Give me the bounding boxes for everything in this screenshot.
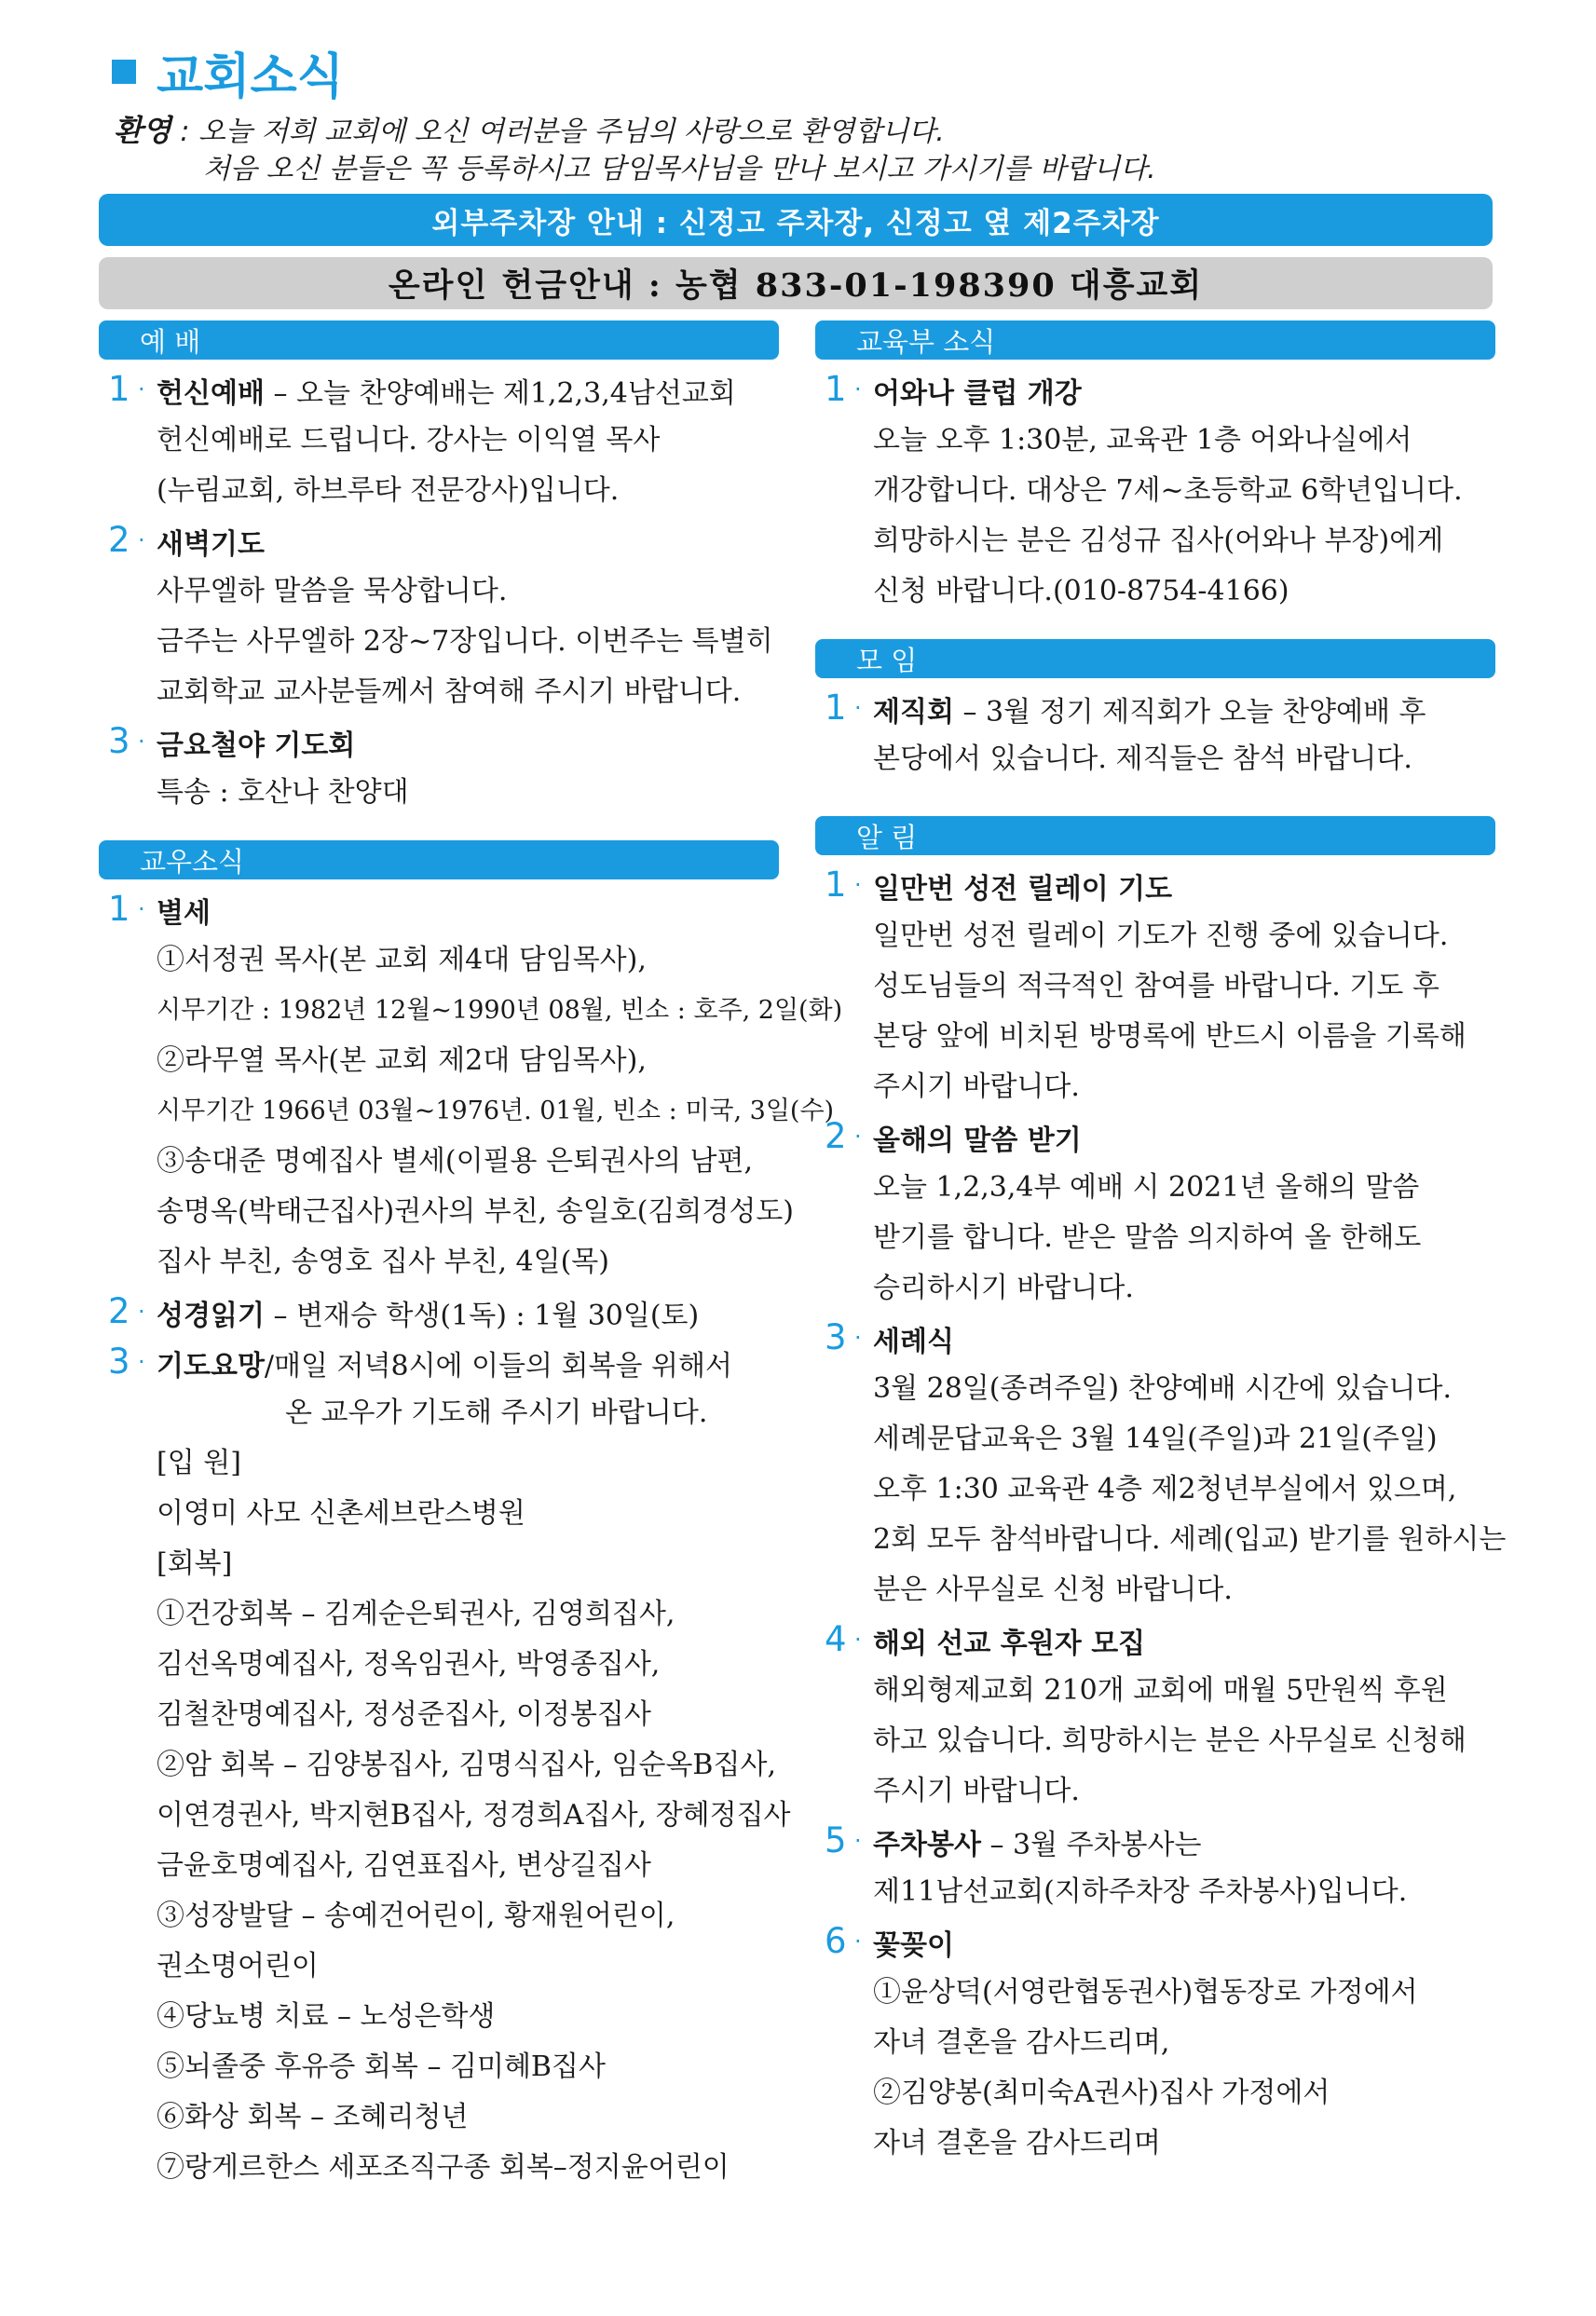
- list-item: [815, 1917, 1495, 2169]
- item-title: [157, 521, 265, 562]
- item-head: [99, 1338, 779, 1388]
- item-line: ⑤뇌졸중 후유증 회복 – 김미혜B집사: [157, 2050, 606, 2083]
- item-line: ①윤상덕(서영란협동권사)협동장로 가정에서: [873, 1976, 1418, 2009]
- members-item-2: [99, 1287, 779, 1338]
- item-number: 2: [108, 520, 130, 560]
- item-title-rest: – 변재승 학생(1독) : 1월 30일(토): [264, 1300, 700, 1332]
- offering-banner: 온라인 헌금안내 : 농협 833-01-198390 대흥교회: [99, 257, 1493, 309]
- item-head: [815, 861, 1495, 911]
- item-title: [873, 1821, 1202, 1862]
- item-number: 1: [108, 369, 130, 409]
- item-line: 성도님들의 적극적인 참여를 바랍니다. 기도 후: [873, 970, 1439, 1002]
- item-line: ①서정권 목사(본 교회 제4대 담임목사),: [157, 944, 647, 976]
- item-line-indented: 온 교우가 기도해 주시기 바랍니다.: [285, 1396, 708, 1429]
- item-line: 주시기 바랍니다.: [873, 1775, 1080, 1807]
- item-head: [815, 1817, 1495, 1867]
- item-line: 송명옥(박태근집사)권사의 부친, 송일호(김희경성도): [157, 1195, 795, 1228]
- bullet-dot-icon: ·: [854, 1928, 862, 1955]
- item-title-bold: 해외 선교 후원자 모집: [873, 1628, 1146, 1660]
- item-head: [815, 1112, 1495, 1163]
- bullet-dot-icon: ·: [854, 695, 862, 721]
- item-line: 김철찬명예집사, 정성준집사, 이정봉집사: [157, 1698, 651, 1731]
- item-title-rest: – 3월 주차봉사는: [980, 1829, 1202, 1861]
- item-line: 오늘 1,2,3,4부 예배 시 2021년 올해의 말씀: [873, 1171, 1420, 1204]
- item-line: 3월 28일(종려주일) 찬양예배 시간에 있습니다.: [873, 1372, 1453, 1405]
- item-head: [815, 365, 1495, 416]
- item-line: 받기를 합니다. 받은 말씀 의지하여 올 한해도: [873, 1221, 1422, 1254]
- list-item: [815, 861, 1495, 1112]
- bullet-dot-icon: ·: [854, 1627, 862, 1653]
- title-square-icon: [112, 60, 136, 84]
- item-line: 신청 바랍니다.(010-8754-4166): [873, 575, 1289, 607]
- list-item: [99, 516, 779, 717]
- item-head: [815, 1314, 1495, 1364]
- item-line: 2회 모두 참석바랍니다. 세례(입교) 받기를 원하시는: [873, 1523, 1507, 1556]
- item-line: 시무기간 1966년 03월~1976년. 01월, 빈소 : 미국, 3일(수): [157, 1097, 835, 1125]
- item-line: 본당에서 있습니다. 제직들은 참석 바랍니다.: [873, 742, 1412, 775]
- item-title-bold: 꽃꽂이: [873, 1929, 954, 1962]
- item-line: ②김양봉(최미숙A권사)집사 가정에서: [873, 2077, 1330, 2109]
- item-line: 사무엘하 말씀을 묵상합니다.: [157, 575, 508, 607]
- item-title-bold: 일만번 성전 릴레이 기도: [873, 873, 1173, 906]
- item-number: 1: [108, 889, 130, 929]
- item-line: 분은 사무실로 신청 바랍니다.: [873, 1574, 1233, 1606]
- list-item: [99, 365, 779, 516]
- item-title: [873, 1318, 954, 1359]
- item-title: [157, 370, 736, 411]
- item-number: 1: [825, 688, 847, 728]
- list-item: [815, 365, 1495, 617]
- bullet-dot-icon: ·: [138, 1349, 145, 1375]
- bullet-dot-icon: ·: [138, 527, 145, 553]
- item-line: 권소명어린이: [157, 1950, 319, 1982]
- item-title: [157, 1292, 699, 1333]
- item-number: 1: [825, 369, 847, 409]
- left-column: [99, 317, 843, 2193]
- item-title: [873, 688, 1426, 729]
- members-item-3: [99, 1338, 791, 2193]
- parking-banner: 외부주차장 안내 : 신정고 주차장, 신정고 옆 제2주차장: [99, 194, 1493, 246]
- item-title-bold: 별세: [157, 897, 211, 930]
- item-line: ④당뇨병 치료 – 노성은학생: [157, 2000, 496, 2033]
- item-title-bold: 제직회: [873, 696, 954, 729]
- page-title: 교회소식: [157, 48, 344, 105]
- welcome-label: 환영: [114, 113, 171, 148]
- item-number: 3: [108, 1342, 130, 1382]
- item-line: 승리하시기 바랍니다.: [873, 1272, 1134, 1304]
- item-line: 이영미 사모 신촌세브란스병원: [157, 1497, 525, 1530]
- bullet-dot-icon: ·: [138, 376, 145, 402]
- item-line: 제11남선교회(지하주차장 주차봉사)입니다.: [873, 1875, 1408, 1908]
- item-title-bold: 기도요망: [157, 1350, 265, 1383]
- welcome-line-1: [114, 107, 945, 150]
- item-line: 금주는 사무엘하 2장~7장입니다. 이번주는 특별히: [157, 625, 773, 658]
- members-item-1: [99, 885, 843, 1287]
- item-title: [873, 865, 1172, 906]
- bullet-dot-icon: ·: [854, 1325, 862, 1351]
- education-list: [815, 365, 1495, 617]
- list-item: [815, 1615, 1495, 1817]
- item-title: [873, 1922, 954, 1963]
- item-head: [815, 1615, 1495, 1666]
- item-line: 집사 부친, 송영호 집사 부친, 4일(목): [157, 1246, 609, 1278]
- item-line: 일만번 성전 릴레이 기도가 진행 중에 있습니다.: [873, 920, 1449, 952]
- item-title-bold: 올해의 말씀 받기: [873, 1124, 1082, 1157]
- item-title-rest: /매일 저녁8시에 이들의 회복을 위해서: [264, 1350, 732, 1383]
- item-line: 특송 : 호산나 찬양대: [157, 776, 409, 809]
- item-title: [873, 370, 1082, 411]
- item-line: ②암 회복 – 김양봉집사, 김명식집사, 임순옥B집사,: [157, 1749, 776, 1781]
- section-header-education: 교육부 소식: [815, 320, 1495, 360]
- bullet-dot-icon: ·: [854, 376, 862, 402]
- list-item: [815, 1314, 1507, 1615]
- item-line: 헌신예배로 드립니다. 강사는 이익열 목사: [157, 424, 661, 456]
- right-column: [815, 317, 1507, 2169]
- item-number: 3: [108, 721, 130, 761]
- item-number: 5: [825, 1820, 847, 1860]
- bullet-dot-icon: ·: [854, 1828, 862, 1854]
- worship-list: [99, 365, 779, 818]
- item-line: [회복]: [157, 1547, 233, 1580]
- item-title-bold: 새벽기도: [157, 528, 265, 561]
- members-item-3-lines: [99, 1438, 791, 2193]
- item-line: (누림교회, 하브루타 전문강사)입니다.: [157, 474, 620, 507]
- item-title-bold: 주차봉사: [873, 1829, 981, 1861]
- welcome-line-2: 처음 오신 분들은 꼭 등록하시고 담임목사님을 만나 보시고 가시기를 바랍니다.: [203, 153, 1156, 185]
- item-number: 6: [825, 1921, 847, 1961]
- item-line: 이연경권사, 박지현B집사, 정경희A집사, 장혜정집사: [157, 1799, 791, 1832]
- item-line: 자녀 결혼을 감사드리며: [873, 2127, 1161, 2159]
- item-line: 오늘 오후 1:30분, 교육관 1층 어와나실에서: [873, 424, 1412, 456]
- list-item: [815, 684, 1495, 784]
- item-number: 3: [825, 1317, 847, 1357]
- item-line: 시무기간 : 1982년 12월~1990년 08월, 빈소 : 호주, 2일(화): [157, 996, 843, 1025]
- item-line: 하고 있습니다. 희망하시는 분은 사무실로 신청해: [873, 1724, 1466, 1757]
- item-title-rest: – 3월 정기 제직회가 오늘 찬양예배 후: [953, 696, 1426, 729]
- item-line: 해외형제교회 210개 교회에 매월 5만원씩 후원: [873, 1674, 1448, 1707]
- notices-list: [815, 861, 1507, 2169]
- welcome-text-1: : 오늘 저희 교회에 오신 여러분을 주님의 사랑으로 환영합니다.: [171, 116, 945, 148]
- item-line: 개강합니다. 대상은 7세~초등학교 6학년입니다.: [873, 474, 1463, 507]
- item-line: ③성장발달 – 송예건어린이, 황재원어린이,: [157, 1900, 675, 1932]
- bullet-dot-icon: ·: [138, 896, 145, 922]
- item-number: 4: [825, 1619, 847, 1659]
- item-head: [99, 1287, 779, 1338]
- item-line: 본당 앞에 비치된 방명록에 반드시 이름을 기록해: [873, 1020, 1466, 1053]
- item-title-bold: 세례식: [873, 1326, 954, 1358]
- item-head: [99, 717, 779, 768]
- item-title-bold: 금요철야 기도회: [157, 729, 356, 762]
- item-line: [입 원]: [157, 1447, 241, 1479]
- item-line: ②라무열 목사(본 교회 제2대 담임목사),: [157, 1044, 647, 1077]
- item-line: 금윤호명예집사, 김연표집사, 변상길집사: [157, 1849, 651, 1882]
- item-line: 주시기 바랍니다.: [873, 1070, 1080, 1103]
- item-number: 1: [825, 865, 847, 905]
- bullet-dot-icon: ·: [854, 872, 862, 898]
- item-line: 자녀 결혼을 감사드리며,: [873, 2026, 1170, 2059]
- item-line: ⑦랑게르한스 세포조직구종 회복–정지윤어린이: [157, 2151, 730, 2184]
- bullet-dot-icon: ·: [138, 729, 145, 755]
- bullet-dot-icon: ·: [138, 1299, 145, 1325]
- section-header-members: 교우소식: [99, 840, 779, 879]
- item-line: 김선옥명예집사, 정옥임권사, 박영종집사,: [157, 1648, 661, 1681]
- item-title-bold: 어와나 클럽 개강: [873, 377, 1082, 410]
- item-head: [815, 1917, 1495, 1968]
- item-number: 2: [825, 1116, 847, 1156]
- title-row: [112, 39, 344, 104]
- item-title: [157, 1342, 732, 1383]
- item-line: 오후 1:30 교육관 4층 제2청년부실에서 있으며,: [873, 1473, 1457, 1505]
- item-line: 희망하시는 분은 김성규 집사(어와나 부장)에게: [873, 525, 1444, 557]
- item-title: [157, 722, 355, 763]
- bullet-dot-icon: ·: [854, 1124, 862, 1150]
- item-title: [873, 1620, 1145, 1661]
- meeting-list: [815, 684, 1495, 784]
- item-title: [873, 1117, 1082, 1158]
- item-head: [815, 684, 1495, 734]
- list-item: [99, 717, 779, 818]
- section-header-notices: 알 림: [815, 816, 1495, 855]
- item-title-bold: 성경읽기: [157, 1300, 265, 1332]
- item-line: 세례문답교육은 3월 14일(주일)과 21일(주일): [873, 1423, 1438, 1455]
- section-header-meeting: 모 임: [815, 639, 1495, 678]
- item-title: [157, 890, 211, 931]
- item-line: ③송대준 명예집사 별세(이필용 은퇴권사의 남편,: [157, 1145, 754, 1178]
- item-head: [99, 365, 779, 416]
- item-line: ①건강회복 – 김계순은퇴권사, 김영희집사,: [157, 1598, 675, 1630]
- item-head: [99, 885, 779, 935]
- item-line: ⑥화상 회복 – 조혜리청년: [157, 2101, 469, 2133]
- item-number: 2: [108, 1291, 130, 1331]
- section-header-worship: 예 배: [99, 320, 779, 360]
- list-item: [815, 1817, 1495, 1917]
- item-title-bold: 헌신예배: [157, 377, 265, 410]
- item-head: [99, 516, 779, 566]
- list-item: [815, 1112, 1495, 1314]
- item-line: 교회학교 교사분들께서 참여해 주시기 바랍니다.: [157, 675, 742, 708]
- item-title-rest: – 오늘 찬양예배는 제1,2,3,4남선교회: [264, 377, 736, 410]
